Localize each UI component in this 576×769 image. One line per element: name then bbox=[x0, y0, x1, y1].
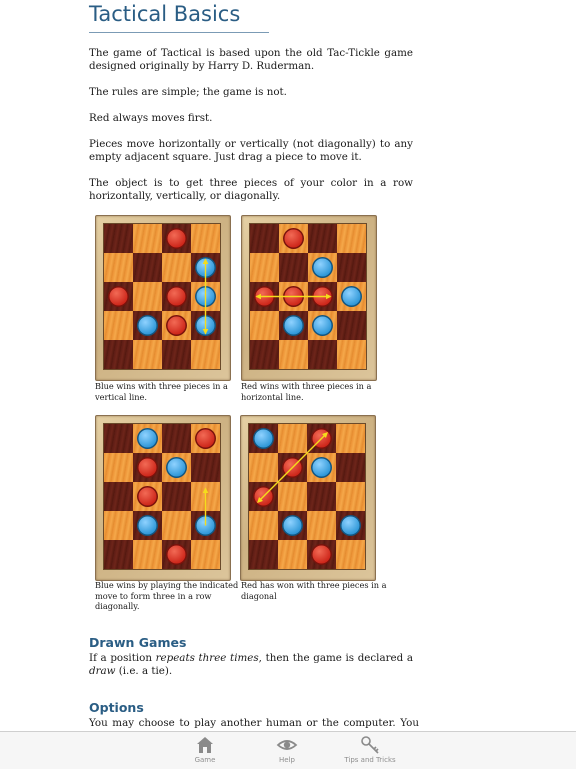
drawn-games-paragraph bbox=[89, 652, 413, 678]
board-square bbox=[191, 424, 220, 453]
board-square bbox=[308, 253, 337, 282]
board-square bbox=[162, 282, 191, 311]
emphasis-text: repeats three times bbox=[155, 652, 259, 664]
board-square bbox=[250, 282, 279, 311]
board-square bbox=[162, 511, 191, 540]
tab-bar bbox=[0, 731, 576, 769]
board-square bbox=[307, 424, 336, 453]
board-square bbox=[191, 282, 220, 311]
first-move-paragraph: Red always moves first. bbox=[89, 112, 213, 124]
board-square bbox=[133, 482, 162, 511]
board-square bbox=[336, 511, 365, 540]
board-square bbox=[104, 453, 133, 482]
board-diagram-horizontal bbox=[241, 215, 377, 381]
board-square bbox=[104, 482, 133, 511]
board-square bbox=[133, 540, 162, 569]
board-square bbox=[191, 453, 220, 482]
tab-label: Help bbox=[279, 756, 295, 764]
board-grid bbox=[104, 424, 220, 569]
title-underline bbox=[89, 32, 269, 33]
board-square bbox=[307, 482, 336, 511]
board-square bbox=[191, 511, 220, 540]
board-square bbox=[249, 511, 278, 540]
board-square bbox=[250, 224, 279, 253]
board-caption: Blue wins by playing the indicated move to form three in a row diagonally. bbox=[95, 580, 239, 611]
board-square bbox=[279, 340, 308, 369]
board-square bbox=[191, 253, 220, 282]
board-square bbox=[278, 453, 307, 482]
board-square bbox=[133, 224, 162, 253]
board-diagram-diagonal bbox=[240, 415, 376, 581]
house-icon bbox=[195, 735, 215, 755]
board-square bbox=[308, 340, 337, 369]
rules-paragraph: The rules are simple; the game is not. bbox=[89, 86, 287, 98]
board-square bbox=[336, 453, 365, 482]
board-square bbox=[308, 311, 337, 340]
board-square bbox=[162, 224, 191, 253]
board-square bbox=[337, 282, 366, 311]
board-square bbox=[337, 311, 366, 340]
board-square bbox=[162, 453, 191, 482]
board-square bbox=[250, 253, 279, 282]
board-caption: Blue wins with three pieces in a vertical line. bbox=[95, 381, 228, 402]
board-square bbox=[133, 253, 162, 282]
board-square bbox=[191, 224, 220, 253]
eye-icon bbox=[277, 735, 297, 755]
board-caption: Red has won with three pieces in a diagonal bbox=[241, 580, 387, 601]
options-paragraph: You may choose to play another human or the computer. You bbox=[89, 717, 419, 729]
board-square bbox=[250, 340, 279, 369]
board-square bbox=[133, 282, 162, 311]
board-square bbox=[104, 224, 133, 253]
board-square bbox=[133, 511, 162, 540]
movement-paragraph: Pieces move horizontally or vertically (not diagonally) to any empty adjacent square. Just drag a piece to move it. bbox=[89, 138, 413, 163]
board-square bbox=[279, 311, 308, 340]
board-grid bbox=[104, 224, 220, 369]
board-diagram-move bbox=[95, 415, 231, 581]
board-caption: Red wins with three pieces in a horizontal line. bbox=[241, 381, 372, 402]
board-square bbox=[307, 453, 336, 482]
board-square bbox=[104, 424, 133, 453]
board-square bbox=[308, 282, 337, 311]
board-square bbox=[191, 482, 220, 511]
board-square bbox=[278, 482, 307, 511]
board-square bbox=[307, 540, 336, 569]
board-square bbox=[278, 540, 307, 569]
board-square bbox=[133, 340, 162, 369]
key-icon bbox=[360, 735, 380, 755]
board-square bbox=[307, 511, 336, 540]
tab-label: Game bbox=[194, 756, 216, 764]
emphasis-text: draw bbox=[89, 665, 116, 677]
board-square bbox=[249, 424, 278, 453]
board-square bbox=[337, 224, 366, 253]
tab-label: Tips and Tricks bbox=[344, 756, 396, 764]
board-square bbox=[249, 540, 278, 569]
intro-paragraph: The game of Tactical is based upon the old Tac-Tickle game designed originally by Harry D. Ruderman. bbox=[89, 47, 413, 72]
text-run: , then the game is declared a bbox=[258, 652, 413, 664]
board-grid bbox=[250, 224, 366, 369]
board-square bbox=[337, 340, 366, 369]
options-heading: Options bbox=[89, 700, 144, 715]
board-square bbox=[278, 511, 307, 540]
objective-paragraph: The object is to get three pieces of your color in a row horizontally, vertically, or diagonally. bbox=[89, 177, 413, 202]
board-square bbox=[104, 540, 133, 569]
board-square bbox=[162, 340, 191, 369]
board-grid bbox=[249, 424, 365, 569]
board-square bbox=[279, 224, 308, 253]
board-square bbox=[278, 424, 307, 453]
board-square bbox=[133, 424, 162, 453]
board-square bbox=[337, 253, 366, 282]
board-square bbox=[191, 540, 220, 569]
board-square bbox=[336, 540, 365, 569]
board-diagram-vertical bbox=[95, 215, 231, 381]
page-title: Tactical Basics bbox=[89, 2, 241, 26]
board-square bbox=[162, 540, 191, 569]
board-square bbox=[191, 340, 220, 369]
board-square bbox=[249, 482, 278, 511]
board-square bbox=[162, 253, 191, 282]
board-square bbox=[250, 311, 279, 340]
board-square bbox=[104, 311, 133, 340]
board-square bbox=[336, 424, 365, 453]
board-square bbox=[133, 453, 162, 482]
board-square bbox=[104, 253, 133, 282]
board-square bbox=[104, 511, 133, 540]
board-square bbox=[336, 482, 365, 511]
text-run: (i.e. a tie). bbox=[115, 665, 173, 677]
board-square bbox=[249, 453, 278, 482]
board-square bbox=[162, 482, 191, 511]
board-square bbox=[133, 311, 162, 340]
board-square bbox=[104, 282, 133, 311]
drawn-games-heading: Drawn Games bbox=[89, 635, 187, 650]
board-square bbox=[104, 340, 133, 369]
board-square bbox=[279, 282, 308, 311]
tab-tips-and-tricks[interactable] bbox=[320, 732, 420, 769]
board-square bbox=[191, 311, 220, 340]
board-square bbox=[279, 253, 308, 282]
board-square bbox=[162, 311, 191, 340]
board-square bbox=[308, 224, 337, 253]
text-run: If a position bbox=[89, 652, 156, 664]
board-square bbox=[162, 424, 191, 453]
